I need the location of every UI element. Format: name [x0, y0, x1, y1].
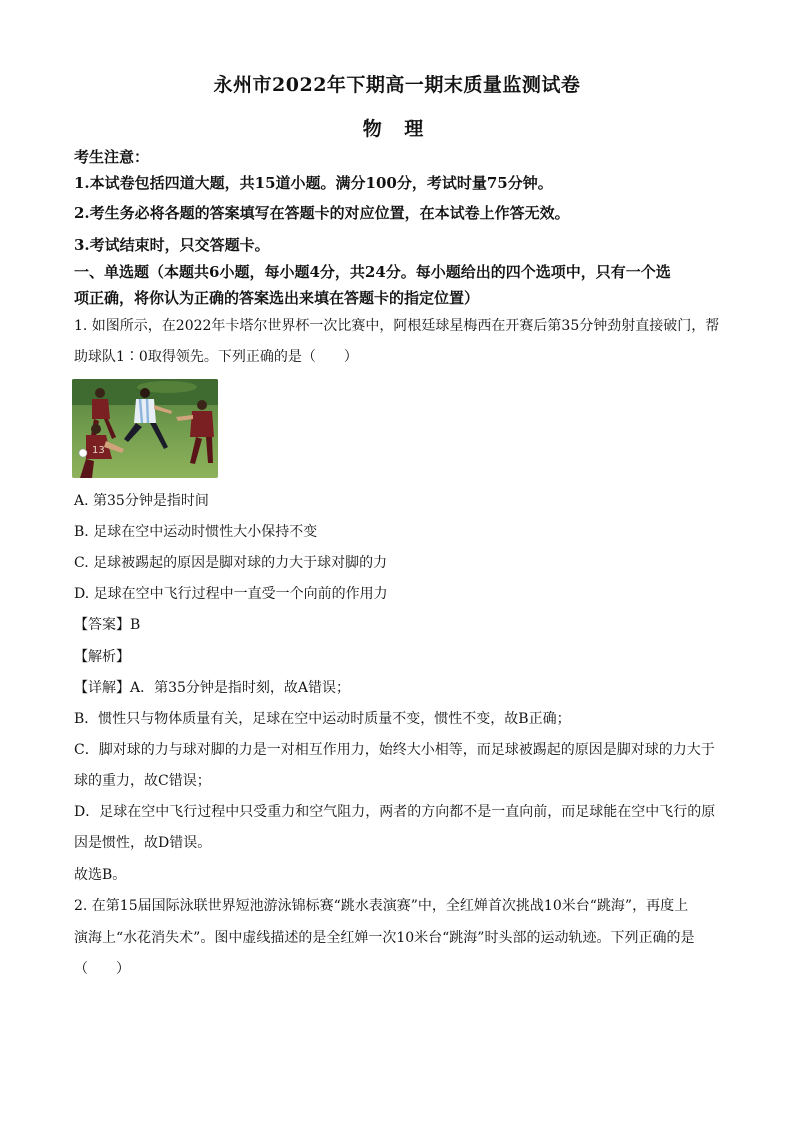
q1-detail-line4: 球的重力，故C错误； — [74, 773, 211, 789]
q1-detail-line7: 故选B。 — [74, 867, 127, 883]
section1-heading-line2: 项正确，将你认为正确的答案选出来填在答题卡的指定位置） — [74, 289, 480, 307]
notice-heading: 考生注意： — [74, 148, 150, 166]
q2-stem-line2: 演海上“水花消失术”。图中虚线描述的是全红婵一次10米台“跳海”时头部的运动轨迹。下列正确的是 — [74, 930, 695, 946]
q1-detail-line5: D．足球在空中飞行过程中只受重力和空气阻力，两者的方向都不是一直向前，而足球能在空中飞行的原 — [74, 804, 716, 820]
notice-item-2: 2.考生务必将各题的答案填写在答题卡的对应位置，在本试卷上作答无效。 — [74, 204, 570, 222]
q1-option-d: D. 足球在空中飞行过程中一直受一个向前的作用力 — [74, 586, 388, 602]
q1-option-b: B. 足球在空中运动时惯性大小保持不变 — [74, 524, 318, 540]
notice-item-1: 1.本试卷包括四道大题，共15道小题。满分100分，考试时量75分钟。 — [74, 174, 553, 192]
q1-stem-line2: 助球队1∶0取得领先。下列正确的是（ ） — [74, 349, 358, 365]
exam-subject: 物 理 — [362, 118, 432, 140]
q1-stem-line1: 1. 如图所示，在2022年卡塔尔世界杯一次比赛中，阿根廷球星梅西在开赛后第35分钟劲射直接破门，帮 — [74, 318, 720, 334]
q1-answer: 【答案】B — [74, 617, 141, 633]
q1-detail-line3: C．脚对球的力与球对脚的力是一对相互作用力，始终大小相等，而足球被踢起的原因是脚对球的力大于 — [74, 742, 715, 758]
section1-heading-line1: 一、单选题（本题共6小题，每小题4分，共24分。每小题给出的四个选项中，只有一个选 — [74, 263, 671, 281]
q2-stem-line3: （ ） — [74, 961, 130, 977]
q1-option-c: C. 足球被踢起的原因是脚对球的力大于球对脚的力 — [74, 555, 388, 571]
svg-text:13: 13 — [92, 445, 105, 456]
q1-detail-line6: 因是惯性，故D错误。 — [74, 835, 212, 851]
q1-detail-line1: 【详解】A．第35分钟是指时刻，故A错误； — [74, 680, 351, 696]
q1-analysis-label: 【解析】 — [74, 649, 130, 665]
q1-detail-line2: B．惯性只与物体质量有关，足球在空中运动时质量不变，惯性不变，故B正确； — [74, 711, 571, 727]
q1-football-photo — [72, 379, 218, 478]
exam-title: 永州市2022年下期高一期末质量监测试卷 — [213, 74, 581, 96]
notice-item-3: 3.考试结束时，只交答题卡。 — [74, 236, 270, 254]
q1-option-a: A. 第35分钟是指时间 — [74, 493, 209, 509]
q2-stem-line1: 2. 在第15届国际泳联世界短池游泳锦标赛“跳水表演赛”中，全红婵首次挑战10米台“跳海”，再度上 — [74, 898, 689, 914]
